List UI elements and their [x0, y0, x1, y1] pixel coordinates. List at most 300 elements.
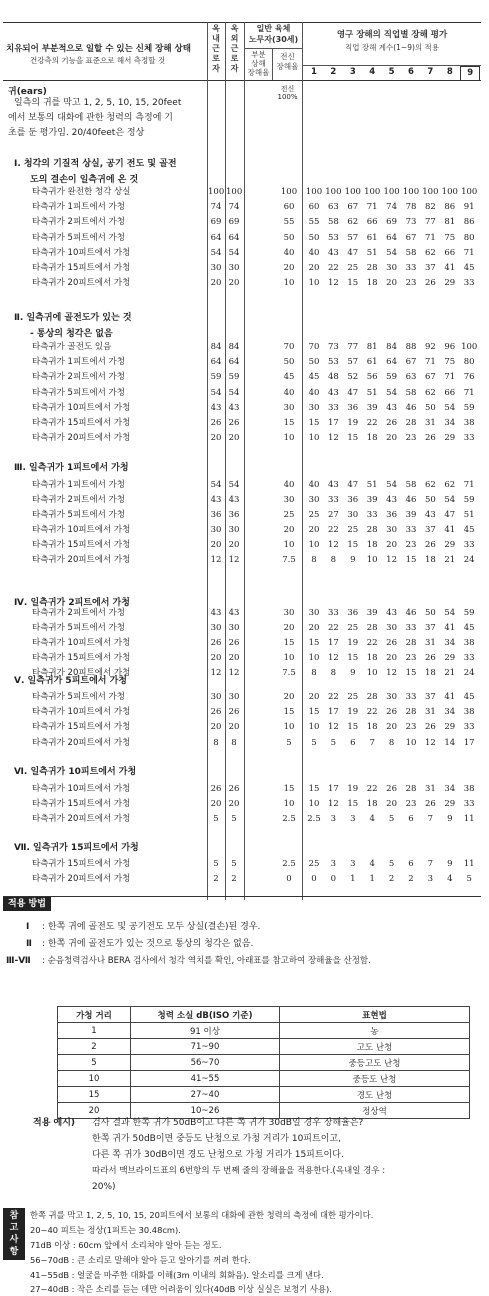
grade-rate: 33 — [463, 278, 475, 289]
ref-distance: 15 — [58, 1087, 131, 1103]
indoor-rate: 100 — [208, 187, 225, 197]
table-row — [0, 355, 489, 370]
method-text: : 한쪽 귀에 골전도 및 공기전도 모두 상실(결손)된 경우. — [42, 922, 261, 932]
header-indoor-worker — [209, 24, 223, 74]
table-header-rule — [3, 80, 481, 81]
grade-rate: 20 — [308, 263, 320, 273]
grade-rate: 43 — [327, 480, 339, 490]
table-row — [0, 736, 489, 751]
grade-rate: 22 — [327, 263, 339, 273]
grade-rate: 62 — [424, 247, 436, 258]
header-char: 옥 — [230, 24, 239, 33]
grade-rate: 19 — [347, 707, 359, 718]
grade-rate: 25 — [308, 510, 320, 520]
grade-rate: 15 — [347, 278, 359, 289]
grade-rate: 27 — [327, 510, 339, 520]
table-row — [0, 401, 489, 416]
grade-rate: 71 — [424, 232, 436, 243]
grade-rate: 34 — [444, 707, 456, 718]
grade-rate: 45 — [463, 692, 475, 702]
grade-rate: 71 — [463, 247, 475, 258]
table-row — [0, 690, 489, 705]
example-line: 따라서 맥브라이드표의 6번항의 두 번째 줄의 장해율을 적용한다.(옥내일 경우 : — [92, 1166, 386, 1176]
whole-body-rate: 100 — [280, 187, 298, 197]
grade-rate: 43 — [386, 608, 397, 618]
grade-rate: 62 — [444, 480, 456, 490]
grade-rate: 69 — [386, 217, 397, 228]
grade-rate: 2 — [388, 874, 395, 884]
grade-rate: 8 — [330, 555, 337, 565]
table-row — [0, 508, 489, 523]
indoor-rate: 30 — [210, 525, 222, 535]
grade-rate: 17 — [327, 638, 339, 648]
method-tag: 적용 방법 — [3, 897, 51, 911]
grade-rate: 33 — [405, 623, 417, 633]
grade-rate: 5 — [330, 737, 337, 748]
ears-intro-line: 에서 보통의 대화에 관한 청력의 측정에 기 — [8, 113, 173, 123]
grade-rate: 8 — [311, 555, 317, 565]
whole-body-rate: 70 — [283, 342, 295, 352]
grade-rate: 47 — [347, 387, 359, 398]
ref-distance: 5 — [58, 1055, 131, 1071]
outdoor-rate: 43 — [228, 608, 240, 618]
ref-header-db: 청력 소실 dB(ISO 기준) — [131, 1007, 280, 1023]
grade-rate: 43 — [327, 247, 339, 258]
grade-rate: 20 — [386, 799, 397, 810]
grade-rate: 20 — [308, 623, 320, 633]
ref-db: 71~90 — [131, 1039, 280, 1055]
grade-rate: 20 — [386, 722, 397, 733]
table-row — [0, 231, 489, 246]
grade-rate: 54 — [444, 608, 456, 618]
example-line: 한쪽 귀가 50dB이면 중등도 난청으로 가청 거리가 10피트이고, — [92, 1134, 341, 1144]
grade-rate: 25 — [308, 859, 320, 869]
ref-row — [58, 1039, 470, 1055]
grade-rate: 22 — [327, 623, 339, 633]
grade-rate: 12 — [386, 555, 397, 565]
indoor-rate: 26 — [210, 638, 222, 648]
outdoor-rate: 5 — [231, 859, 237, 869]
row-label: 타측귀가 2피트에서 가청 — [32, 495, 125, 505]
grade-rate: 19 — [347, 638, 359, 648]
grade-rate: 71 — [424, 357, 436, 368]
grade-rate: 18 — [366, 540, 378, 550]
whole-body-rate: 15 — [283, 418, 295, 428]
outdoor-rate: 26 — [228, 638, 240, 648]
ref-expression: 경도 난청 — [280, 1087, 470, 1103]
grade-rate: 45 — [463, 623, 475, 633]
grade-rate: 12 — [327, 540, 339, 550]
grade-rate: 41 — [444, 263, 456, 273]
grade-rate: 57 — [347, 357, 359, 368]
grade-rate: 9 — [350, 555, 356, 565]
grade-rate: 96 — [444, 342, 456, 352]
grade-rate: 63 — [405, 372, 417, 383]
grade-rate: 20 — [308, 692, 320, 702]
outdoor-rate: 59 — [228, 372, 240, 383]
grade-rate: 51 — [366, 387, 378, 398]
row-label: 타측귀가 15피트에서 가청 — [32, 722, 131, 733]
grade-rate: 62 — [347, 217, 359, 228]
row-label: 타측귀가 15피트에서 가청 — [32, 418, 131, 428]
row-label: 타측귀가 20피트에서 가청 — [32, 278, 131, 289]
outdoor-rate: 20 — [228, 722, 240, 733]
grade-rate: 71 — [366, 202, 378, 213]
grade-rate: 10 — [308, 799, 320, 810]
section-title: Ⅰ. 청각의 기질적 상실, 공기 전도 및 골전 — [14, 159, 177, 169]
whole-body-rate: 15 — [283, 707, 295, 718]
grade-rate: 15 — [405, 668, 417, 678]
whole-body-rate: 40 — [283, 387, 295, 398]
row-label: 타측귀가 5피트에서 가청 — [32, 623, 125, 633]
table-row — [0, 857, 489, 872]
ref-row — [58, 1023, 470, 1039]
grade-rate: 33 — [463, 433, 475, 444]
indoor-rate: 26 — [210, 784, 222, 794]
table-row — [0, 416, 489, 431]
col-divider — [207, 22, 208, 900]
outdoor-rate: 5 — [231, 814, 237, 825]
grade-rate: 24 — [463, 555, 475, 565]
whole-body-rate: 55 — [283, 217, 295, 228]
grade-rate: 46 — [405, 495, 417, 505]
grade-rate: 3 — [427, 874, 434, 884]
grade-rate: 76 — [463, 372, 475, 383]
outdoor-rate: 54 — [228, 247, 240, 258]
grade-rate: 67 — [405, 357, 417, 368]
indoor-rate: 30 — [210, 623, 222, 633]
outdoor-rate: 20 — [228, 433, 240, 444]
indoor-rate: 74 — [210, 202, 222, 213]
section-title: Ⅵ. 일측귀가 10피트에서 가청 — [14, 767, 137, 777]
header-char: 자 — [212, 64, 220, 73]
row-label: 타측귀가 완전한 청각 상실 — [32, 187, 131, 197]
grade-rate: 100 — [383, 187, 400, 197]
row-label: 타측귀가 10피트에서 가청 — [32, 247, 131, 258]
row-label: 타측귀가 20피트에서 가청 — [32, 737, 131, 748]
grade-rate: 92 — [424, 342, 436, 352]
indoor-rate: 43 — [210, 495, 222, 505]
grade-rate: 37 — [424, 623, 436, 633]
row-label: 타측귀가 15피트에서 가청 — [32, 859, 131, 869]
row-label: 타측귀가 2피트에서 가청 — [32, 372, 125, 383]
grade-rate: 4 — [369, 814, 375, 825]
table-row — [0, 276, 489, 291]
grade-rate: 34 — [444, 784, 456, 794]
grade-rate: 56 — [366, 372, 378, 383]
row-label: 타측귀가 20피트에서 가청 — [32, 433, 131, 444]
grade-rate: 40 — [308, 387, 320, 398]
grade-rate: 84 — [386, 342, 397, 352]
example-line: 20%) — [92, 1182, 116, 1192]
grade-rate: 12 — [327, 278, 339, 289]
header-char: 자 — [230, 64, 239, 73]
grade-rate: 26 — [424, 433, 436, 444]
grade-rate: 33 — [405, 525, 417, 535]
grade-rate: 10 — [405, 737, 417, 748]
row-label: 타측귀가 20피트에서 가청 — [32, 555, 131, 565]
outdoor-rate: 74 — [228, 202, 240, 213]
header-char: 장해율 — [276, 62, 299, 71]
ref-expression: 중등고도 난청 — [280, 1055, 470, 1071]
grade-rate: 81 — [444, 217, 456, 228]
grade-rate: 55 — [308, 217, 320, 228]
row-label: 타측귀가 5피트에서 가청 — [32, 692, 125, 702]
grade-rate: 29 — [444, 653, 456, 663]
row-label: 타측귀가 20피트에서 가청 — [32, 874, 131, 884]
grade-rate: 12 — [327, 799, 339, 810]
indoor-rate: 8 — [213, 737, 219, 748]
table-row — [0, 797, 489, 812]
grade-rate: 20 — [386, 653, 397, 663]
grade-rate: 100 — [344, 187, 361, 197]
grade-rate: 39 — [366, 402, 378, 413]
grade-rate: 50 — [424, 495, 436, 505]
grade-rate: 10 — [308, 278, 320, 289]
header-condition-sub: 건강측의 기능을 표준으로 해서 측정할 것 — [30, 56, 166, 65]
grade-rate: 41 — [444, 692, 456, 702]
whole-body-rate: 0 — [286, 874, 292, 884]
grade-number: 3 — [349, 67, 356, 77]
grade-rate: 20 — [386, 433, 397, 444]
grade-rate: 46 — [405, 402, 417, 413]
grade-rate: 45 — [463, 525, 475, 535]
grade-rate: 26 — [424, 540, 436, 550]
grade-rate: 3 — [350, 814, 356, 825]
row-label: 타측귀가 2피트에서 가청 — [32, 217, 125, 228]
grade-rate: 10 — [308, 722, 320, 733]
grade-rate: 62 — [424, 387, 436, 398]
grade-rate: 73 — [405, 217, 417, 228]
whole-body-rate: 20 — [283, 525, 295, 535]
table-row — [0, 812, 489, 827]
grade-rate: 3 — [350, 859, 356, 869]
grade-rate: 36 — [347, 495, 359, 505]
grade-rate: 23 — [405, 799, 417, 810]
outdoor-rate: 54 — [228, 387, 240, 398]
note-tag-line: 사항 — [9, 1235, 19, 1257]
grade-rate: 5 — [466, 874, 472, 884]
grade-rate: 82 — [424, 202, 436, 213]
note-line: 41~55dB : 얼굴을 마주한 대화를 이해(3m 이내의 회화음). 알소리를 크게 낸다. — [30, 1270, 324, 1280]
indoor-rate: 36 — [210, 510, 222, 520]
indoor-rate: 43 — [210, 402, 222, 413]
ref-row — [58, 1071, 470, 1087]
grade-rate: 22 — [366, 418, 378, 428]
outdoor-rate: 64 — [228, 232, 240, 243]
grade-rate: 23 — [405, 653, 417, 663]
grade-rate: 33 — [405, 263, 417, 273]
grade-rate: 66 — [366, 217, 378, 228]
grade-rate: 37 — [424, 525, 436, 535]
grade-rate: 23 — [405, 278, 417, 289]
grade-rate: 63 — [327, 202, 339, 213]
whole-body-rate: 7.5 — [282, 668, 296, 678]
grade-rate: 3 — [330, 859, 337, 869]
grade-rate: 14 — [444, 737, 456, 748]
grade-rate: 34 — [444, 638, 456, 648]
section-title: Ⅳ. 일측귀가 2피트에서 가청 — [14, 598, 130, 608]
grade-rate: 31 — [424, 638, 436, 648]
grade-rate: 33 — [327, 608, 339, 618]
grade-rate: 100 — [364, 187, 381, 197]
indoor-rate: 84 — [210, 342, 222, 352]
grade-rate: 37 — [424, 263, 436, 273]
grade-rate: 18 — [366, 278, 378, 289]
row-label: 타측귀가 15피트에서 가청 — [32, 653, 131, 663]
grade-rate: 60 — [308, 202, 320, 213]
whole-body-rate: 7.5 — [282, 555, 296, 565]
grade-rate: 28 — [405, 707, 417, 718]
row-label: 타측귀가 골전도 있음 — [32, 342, 112, 352]
grade-rate: 41 — [444, 525, 456, 535]
grade-rate: 66 — [444, 247, 456, 258]
row-label: 타측귀가 2피트에서 가청 — [32, 608, 125, 618]
note-tag — [3, 1208, 25, 1260]
grade-rate: 26 — [424, 653, 436, 663]
row-label: 타측귀가 1피트에서 가청 — [32, 202, 125, 213]
table-row — [0, 636, 489, 651]
table-row — [0, 478, 489, 493]
grade-rate: 6 — [408, 814, 414, 825]
grade-rate: 31 — [424, 707, 436, 718]
grade-rate: 15 — [308, 418, 320, 428]
indoor-rate: 59 — [210, 372, 222, 383]
row-label: 타측귀가 10피트에서 가청 — [32, 707, 131, 718]
grade-rate: 20 — [386, 278, 397, 289]
row-label: 타측귀가 15피트에서 가청 — [32, 540, 131, 550]
grade-rate: 38 — [463, 638, 475, 648]
indoor-rate: 2 — [213, 874, 219, 884]
method-key: Ⅰ — [26, 922, 30, 932]
grade-rate: 54 — [444, 402, 456, 413]
outdoor-rate: 2 — [231, 874, 237, 884]
grade-rate: 43 — [386, 495, 397, 505]
header-char: 내 — [212, 34, 220, 43]
grade-rate: 75 — [444, 232, 456, 243]
row-label: 타측귀가 1피트에서 가청 — [32, 357, 125, 368]
grade-rate: 45 — [308, 372, 320, 383]
grade-rate: 31 — [424, 784, 436, 794]
whole-body-rate: 45 — [283, 372, 295, 383]
header-char: 근 — [212, 44, 220, 53]
outdoor-rate: 26 — [228, 707, 240, 718]
indoor-rate: 30 — [210, 692, 222, 702]
grade-rate: 80 — [463, 232, 475, 243]
indoor-rate: 5 — [213, 814, 219, 825]
row-label: 타측귀가 1피트에서 가청 — [32, 480, 125, 490]
whole-body-rate: 10 — [283, 722, 295, 733]
grade-rate: 39 — [405, 510, 417, 520]
col-divider — [244, 22, 245, 900]
indoor-rate: 20 — [210, 278, 222, 289]
outdoor-rate: 30 — [228, 692, 240, 702]
row-label: 타측귀가 10피트에서 가청 — [32, 638, 131, 648]
table-row — [0, 651, 489, 666]
whole-body-rate: 10 — [283, 433, 295, 444]
table-bottom-rule — [3, 896, 481, 897]
grade-rate: 47 — [347, 247, 359, 258]
grade-rate: 59 — [463, 608, 475, 618]
grade-rate: 100 — [461, 187, 478, 197]
whole-body-rate: 2.5 — [282, 814, 296, 825]
grade-rate: 9 — [350, 668, 356, 678]
header-char: 옥 — [212, 24, 220, 33]
grade-rate: 11 — [463, 814, 475, 825]
grade-rate: 4 — [447, 874, 453, 884]
grade-rate: 47 — [347, 480, 359, 490]
ref-header-distance: 가청 거리 — [58, 1007, 131, 1023]
row-label: 타측귀가 5피트에서 가청 — [32, 232, 125, 243]
ref-row — [58, 1055, 470, 1071]
ref-expression: 정상역 — [280, 1103, 470, 1119]
grade-rate: 33 — [463, 653, 475, 663]
grade-rate: 18 — [366, 722, 378, 733]
section-title: - 통상의 청각은 없음 — [30, 329, 113, 339]
indoor-rate: 26 — [210, 707, 222, 718]
table-row — [0, 340, 489, 355]
grade-number: 6 — [408, 67, 414, 77]
grade-rate: 43 — [327, 387, 339, 398]
method-key: Ⅱ — [26, 939, 32, 949]
indoor-rate: 54 — [210, 387, 222, 398]
whole-body-rate: 25 — [283, 510, 295, 520]
indoor-rate: 12 — [210, 555, 222, 565]
grade-rate: 6 — [350, 737, 356, 748]
outdoor-rate: 36 — [228, 510, 240, 520]
note-line: 한쪽 귀를 막고 1, 2, 5, 10, 15, 20피트에서 보통의 대화에 관한 청력의 측정에 대한 평가이다. — [30, 1210, 374, 1220]
grade-rate: 71 — [444, 372, 456, 383]
grade-rate: 22 — [366, 784, 378, 794]
indoor-rate: 20 — [210, 722, 222, 733]
grade-rate: 21 — [444, 668, 456, 678]
grade-rate: 12 — [386, 668, 397, 678]
grade-rate: 73 — [327, 342, 339, 352]
note-line: 71dB 이상 : 60cm 앞에서 소리쳐야 알아 듣는 정도. — [30, 1240, 222, 1250]
grade-rate: 15 — [347, 653, 359, 663]
outdoor-rate: 69 — [228, 217, 240, 228]
grade-rate: 26 — [424, 278, 436, 289]
method-text: : 한쪽 귀에 골전도가 있는 것으로 통상의 청각은 없음. — [42, 939, 254, 949]
ref-header-expression: 표현법 — [280, 1007, 470, 1023]
grade-rate: 3 — [330, 814, 337, 825]
grade-rate: 100 — [402, 187, 420, 197]
grade-rate: 28 — [366, 623, 378, 633]
grade-rate: 33 — [463, 799, 475, 810]
ref-db: 56~70 — [131, 1055, 280, 1071]
grade-rate: 20 — [386, 540, 397, 550]
grade-rate: 17 — [327, 418, 339, 428]
table-row — [0, 872, 489, 887]
example-line: 검사 결과 한쪽 귀가 50dB이고 다른 쪽 귀가 30dB일 경우 장해율은? — [92, 1118, 364, 1128]
whole-body-rate: 10 — [283, 540, 295, 550]
grade-rate: 22 — [366, 638, 378, 648]
header-outdoor-worker — [227, 24, 242, 74]
indoor-rate: 20 — [210, 433, 222, 444]
ref-row — [58, 1087, 470, 1103]
grade-rate: 24 — [463, 668, 475, 678]
outdoor-rate: 20 — [228, 540, 240, 550]
whole-body-rate: 20 — [283, 263, 295, 273]
header-char: 장해율 — [247, 68, 270, 77]
header-partial-rate — [245, 50, 272, 77]
grade-rate: 5 — [388, 814, 395, 825]
ears-intro-line: 일측의 귀를 막고 1, 2, 5, 10, 15, 20feet — [14, 98, 182, 108]
grade-rate: 5 — [388, 859, 395, 869]
grade-rate: 59 — [463, 402, 475, 413]
ref-distance: 1 — [58, 1023, 131, 1039]
grade-number: 5 — [388, 67, 395, 77]
